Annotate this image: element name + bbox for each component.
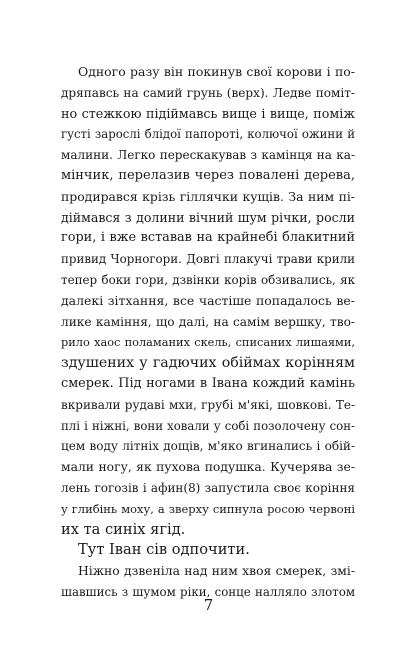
text-line: у глибінь моху, а зверху сипнула росою червоні	[61, 501, 355, 516]
text-line: вкривали рудаві мхи, грубі м'які, шовкові. Те-	[61, 397, 355, 412]
text-line: діймався з долини вічний шум річки, росли	[61, 209, 355, 225]
text-line: малини. Легко перескакував з камінця на ка-	[61, 148, 355, 163]
text-line: шавшись з шумом ріки, сонце наллялo злотом	[61, 584, 355, 599]
text-line: дряпавсь на самий грунь (верх). Ледве поміт-	[61, 85, 355, 100]
text-line: Ніжно дзвеніла над ним хвоя смерек, змі-	[78, 564, 355, 579]
text-line: Одного разу він покинув свої корови і по-	[78, 64, 355, 79]
text-line: густі зарослі блідої папороті, колючої ожини й	[61, 127, 355, 142]
text-line: здушених у гадючих обіймах корінням	[61, 355, 355, 372]
text-line: гори, і вже вставав на крайнебі блакитний	[61, 230, 355, 246]
text-line: мінчик, перелазив через повалені дерева,	[61, 167, 355, 183]
body-text	[61, 62, 355, 603]
text-line: их та синіх ягід.	[61, 520, 186, 538]
text-line: мали ногу, як пухова подушка. Кучерява зе-	[61, 460, 355, 475]
text-line: лень гогозів і афин(8) запустила своє коріння	[61, 480, 355, 495]
text-line: далекі зітхання, все частіше попадалось ве-	[61, 292, 355, 308]
page-number: 7	[203, 596, 214, 614]
text-line: Тут Іван сів одпочити.	[78, 541, 250, 559]
text-line: лике каміння, що далі, на самім вершку, тво-	[61, 314, 355, 329]
text-line: привид Чорногори. Довгі плакучі трави крили	[61, 252, 355, 267]
text-line: тепер боки гори, дзвінки корів обзивались, як	[61, 272, 355, 287]
text-line: смерек. Під ногами в Івана кождий камінь	[61, 375, 355, 391]
text-line: плі і ніжні, вони ховали у собі позолочену сон-	[61, 418, 355, 433]
text-line: рило хаос поламаних скель, списаних лишаями,	[61, 335, 355, 350]
text-line: цем воду літніх дощів, м'яко вгинались і обій-	[61, 439, 355, 454]
text-line: продирався крізь гіллячки кущів. За ним пі-	[61, 188, 355, 204]
text-line: но стежкою підіймавсь вище і вище, поміж	[61, 105, 355, 121]
